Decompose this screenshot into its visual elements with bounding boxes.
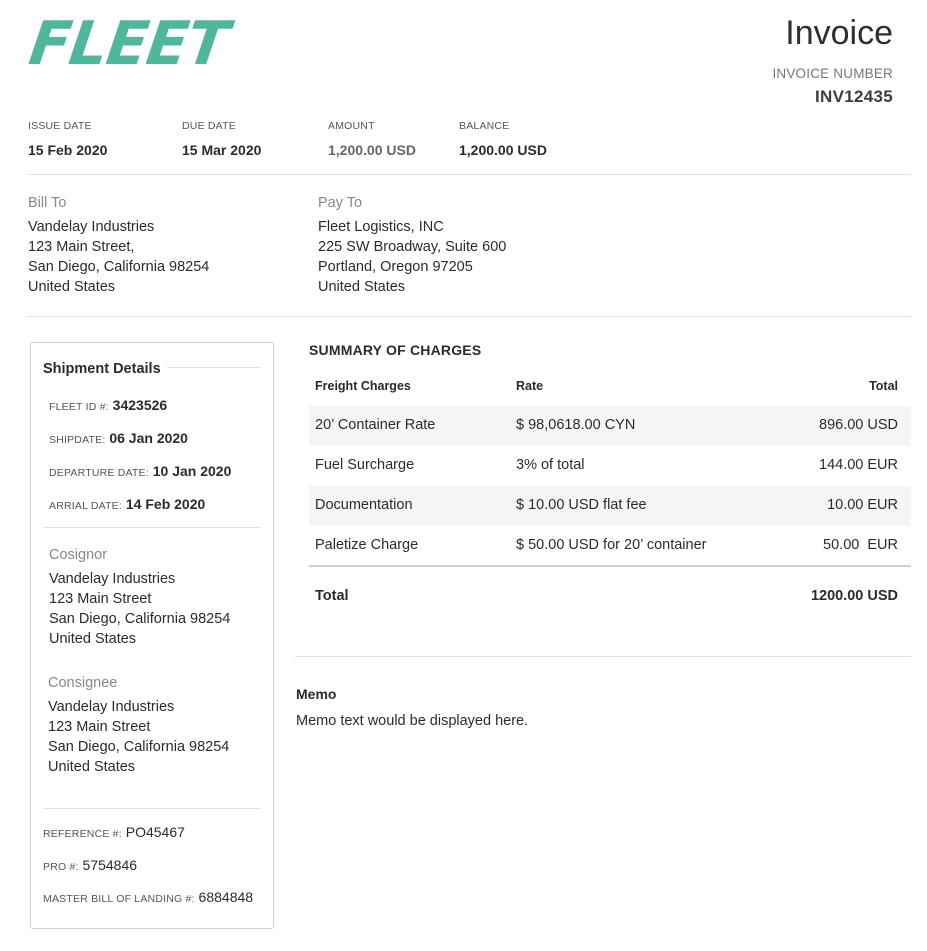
meta-issue-date: [28, 120, 107, 158]
field-label: MASTER BILL OF LANDING #:: [43, 893, 195, 905]
summary-title: SUMMARY OF CHARGES: [309, 342, 482, 358]
master-bill-row: [43, 889, 253, 905]
cell-charge: 20’ Container Rate: [315, 417, 436, 433]
shipment-details-card: [30, 342, 274, 929]
meta-value: 1,200.00 USD: [459, 142, 547, 158]
meta-label: DUE DATE: [182, 120, 236, 132]
field-label: REFERENCE #:: [43, 828, 122, 840]
shipment-details-title: Shipment Details: [43, 361, 161, 377]
consignee-block: [48, 673, 229, 777]
field-value: 6884848: [198, 889, 254, 905]
address-line: San Diego, California 98254: [48, 739, 230, 755]
address-line: 225 SW Broadway, Suite 600: [318, 239, 507, 255]
charges-table: [309, 368, 911, 627]
meta-value: 15 Feb 2020: [28, 142, 108, 158]
cosignor-heading: Cosignor: [49, 547, 108, 563]
title-wrapper: [41, 357, 167, 379]
address-line: San Diego, California 98254: [49, 611, 231, 627]
field-value: 5754846: [82, 857, 138, 873]
table-header: [309, 368, 911, 406]
address-line: United States: [49, 631, 137, 647]
departure-date-row: [49, 463, 231, 479]
table-row: [309, 406, 911, 446]
memo-text: Memo text would be displayed here.: [296, 713, 529, 729]
pay-to-heading: Pay To: [318, 195, 363, 211]
cell-total: 896.00 USD: [819, 417, 898, 433]
address-line: United States: [28, 279, 116, 295]
address-line: San Diego, California 98254: [28, 259, 210, 275]
field-value: 10 Jan 2020: [152, 463, 232, 479]
consignee-heading: Consignee: [48, 675, 118, 691]
total-value: 1200.00 USD: [810, 588, 898, 604]
address-line: United States: [318, 279, 406, 295]
shipdate-row: [49, 430, 188, 446]
field-label: FLEET ID #:: [49, 401, 109, 413]
divider: [43, 527, 261, 528]
table-row: [309, 526, 911, 566]
divider: [28, 316, 911, 317]
meta-label: AMOUNT: [328, 120, 375, 132]
field-label: ARRIAL DATE:: [49, 500, 122, 512]
divider: [28, 174, 911, 175]
cell-charge: Documentation: [315, 497, 413, 513]
meta-balance: [459, 120, 547, 158]
field-label: DEPARTURE DATE:: [49, 467, 149, 479]
pro-row: [43, 857, 137, 873]
table-row: [309, 486, 911, 526]
divider: [295, 656, 911, 657]
total-label: Total: [315, 588, 349, 604]
address-line: 123 Main Street: [48, 719, 151, 735]
table-row: [309, 446, 911, 486]
field-label: PRO #:: [43, 861, 79, 873]
address-line: Vandelay Industries: [49, 571, 176, 587]
field-value: 06 Jan 2020: [109, 430, 188, 446]
meta-due-date: [182, 120, 261, 158]
cell-rate: 3% of total: [516, 457, 585, 473]
address-line: Vandelay Industries: [28, 219, 155, 235]
cosignor-block: [49, 545, 230, 649]
cell-total: 50.00 EUR: [823, 537, 898, 553]
bill-to-block: [28, 193, 209, 297]
header-total: Total: [869, 379, 898, 393]
divider: [43, 808, 261, 809]
meta-amount: [328, 120, 416, 158]
cell-rate: $ 50.00 USD for 20’ container: [516, 537, 707, 553]
cell-rate: $ 10.00 USD flat fee: [516, 497, 647, 513]
meta-value: 1,200.00 USD: [328, 142, 416, 158]
bill-to-heading: Bill To: [28, 195, 67, 211]
cell-total: 144.00 EUR: [819, 457, 898, 473]
header-charge: Freight Charges: [315, 379, 411, 393]
field-value: 3423526: [112, 397, 168, 413]
field-label: SHIPDATE:: [49, 434, 106, 446]
address-line: 123 Main Street,: [28, 239, 135, 255]
arrival-date-row: [49, 496, 205, 512]
address-line: Portland, Oregon 97205: [318, 259, 473, 275]
fleet-id-row: [49, 397, 167, 413]
address-line: Vandelay Industries: [48, 699, 175, 715]
meta-label: ISSUE DATE: [28, 120, 92, 132]
meta-value: 15 Mar 2020: [182, 142, 262, 158]
invoice-number: INV12435: [814, 87, 893, 106]
address-line: Fleet Logistics, INC: [318, 219, 444, 235]
meta-label: BALANCE: [459, 120, 510, 132]
cell-charge: Paletize Charge: [315, 537, 419, 553]
header-rate: Rate: [516, 379, 544, 393]
invoice-title: Invoice: [785, 14, 893, 52]
invoice-number-label: INVOICE NUMBER: [772, 66, 893, 81]
memo-title: Memo: [296, 686, 337, 702]
pay-to-block: [318, 193, 506, 297]
fleet-logo: FLEET: [25, 9, 233, 79]
cell-rate: $ 98,0618.00 CYN: [516, 417, 636, 433]
address-line: United States: [48, 759, 136, 775]
reference-row: [43, 824, 185, 840]
table-total-row: [309, 567, 911, 627]
field-value: PO45467: [125, 824, 185, 840]
cell-total: 10.00 EUR: [827, 497, 898, 513]
field-value: 14 Feb 2020: [125, 496, 206, 512]
address-line: 123 Main Street: [49, 591, 152, 607]
cell-charge: Fuel Surcharge: [315, 457, 415, 473]
